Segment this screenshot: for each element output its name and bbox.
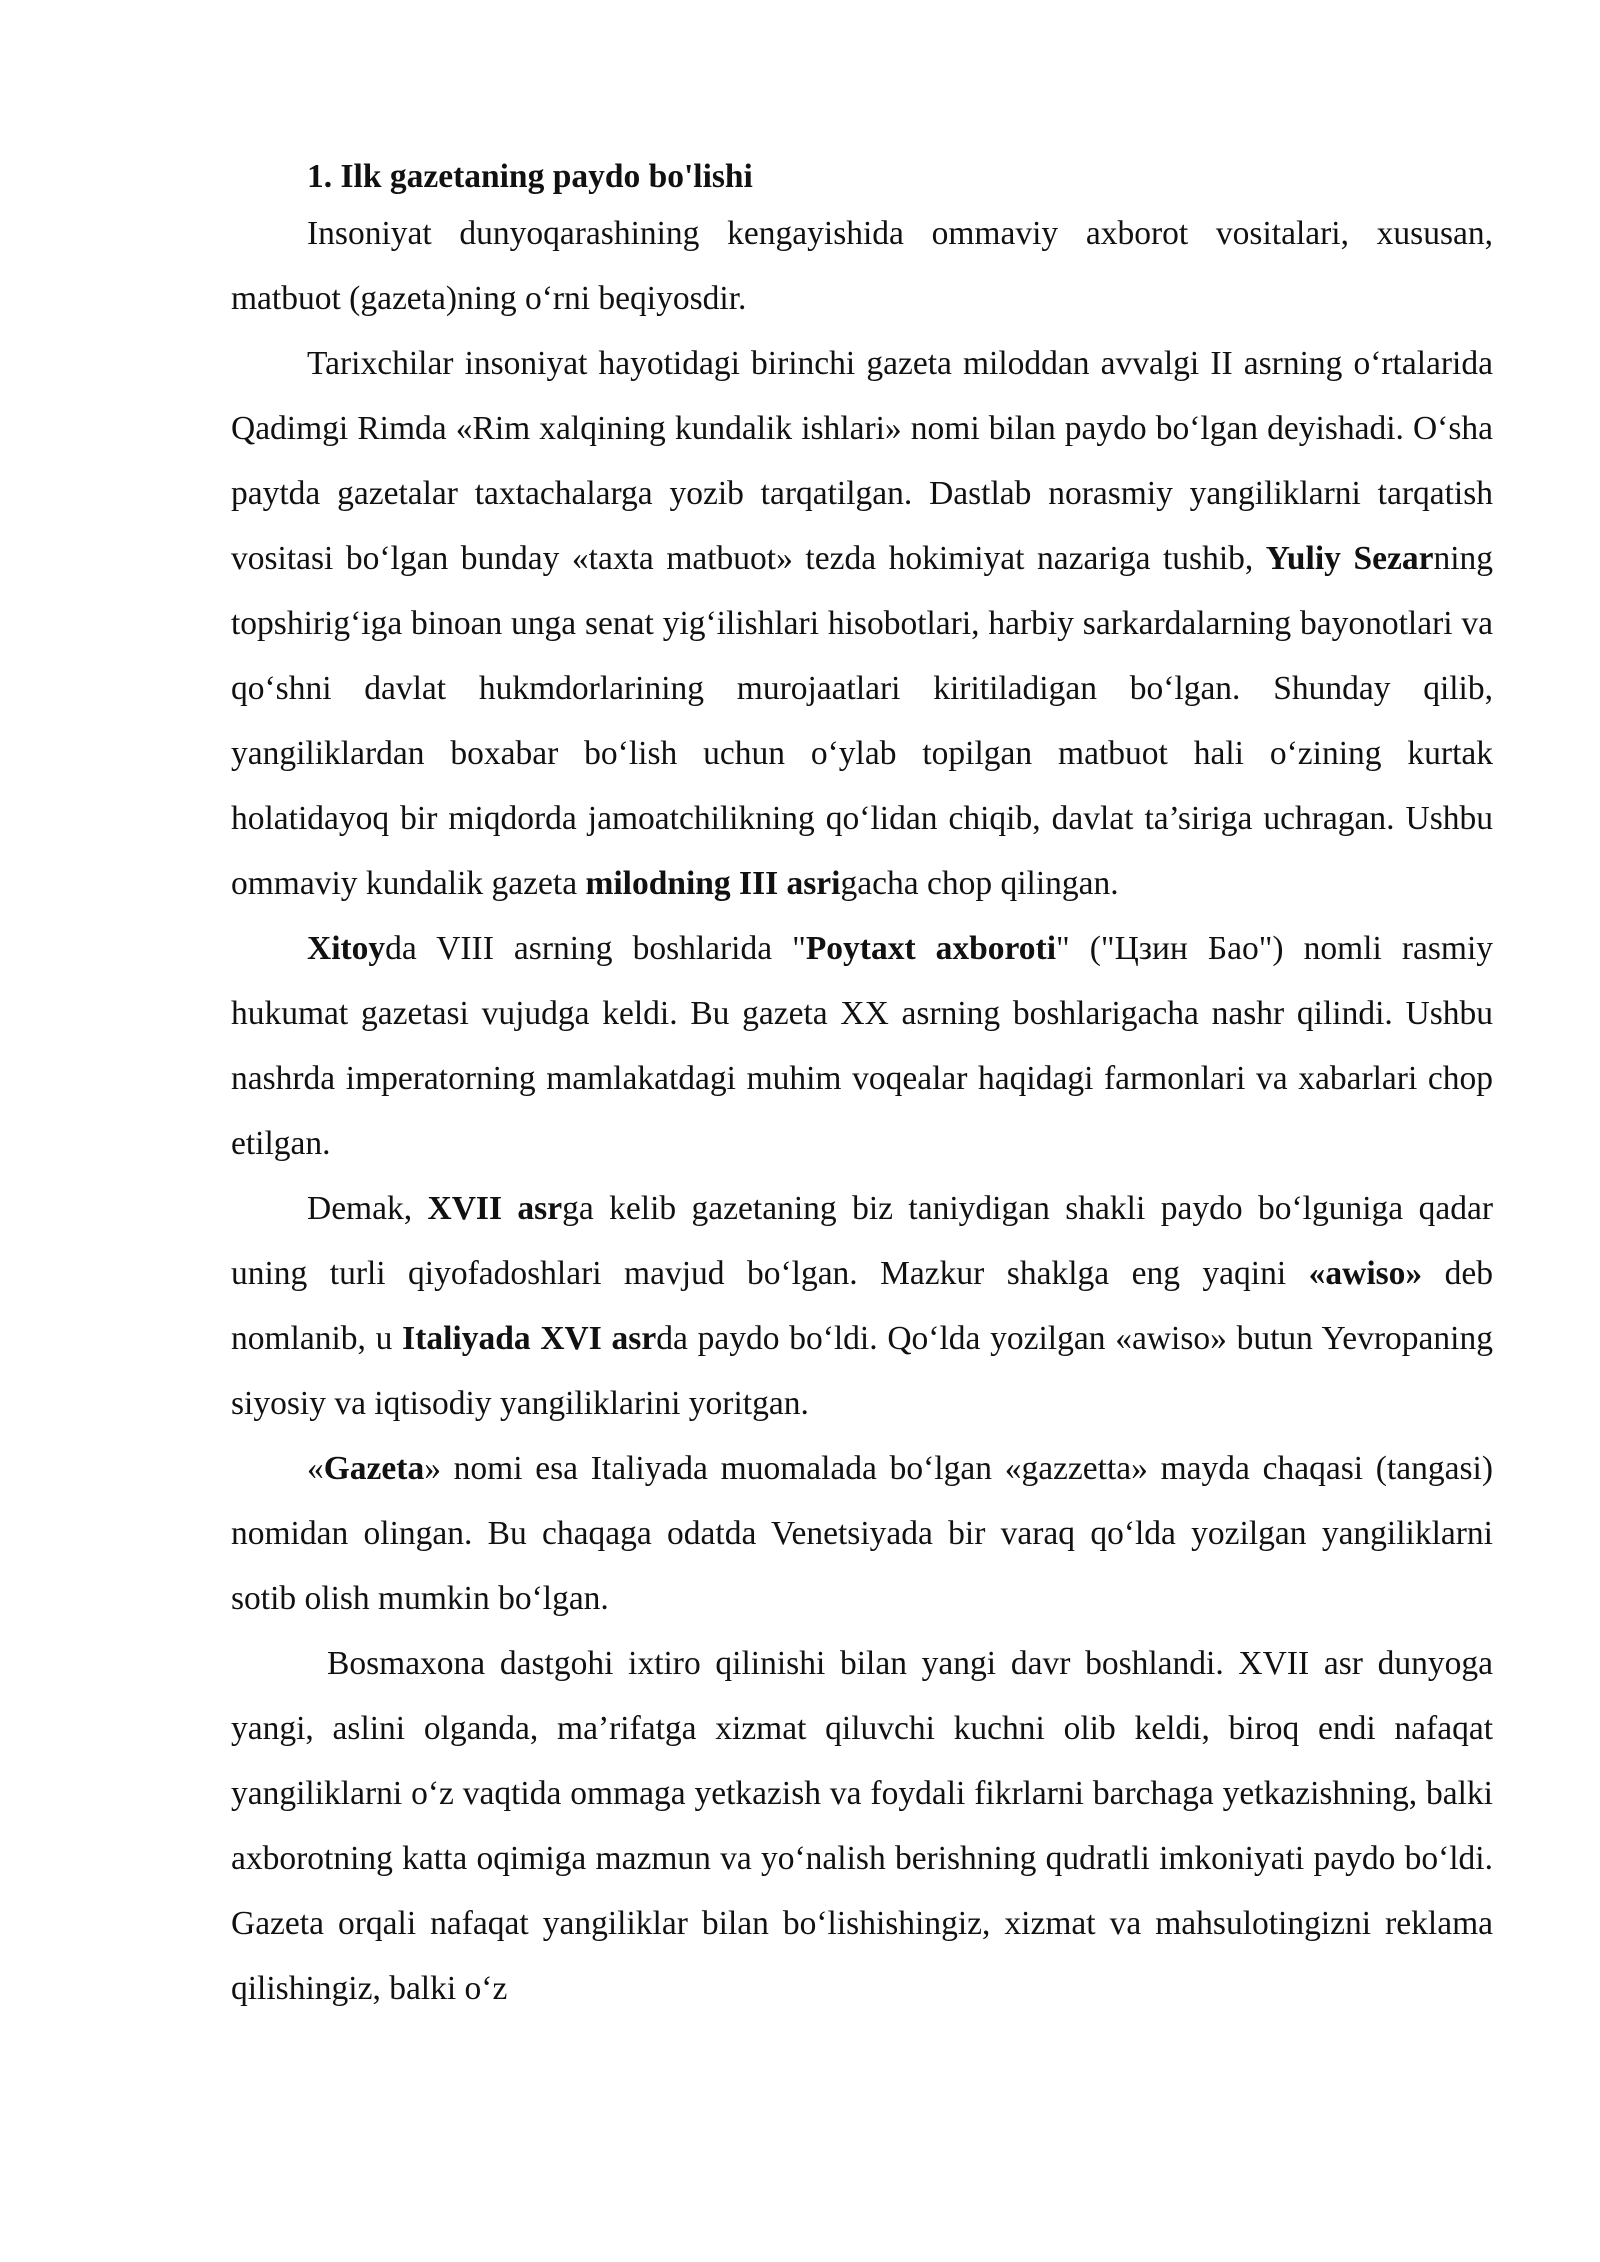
paragraph-5 — [231, 1436, 1493, 1631]
text-run: da VIII asrning boshlarida " — [385, 930, 806, 967]
text-run: Bosmaxona dastgohi ixtiro qilinishi bilan yangi davr boshlandi. XVII asr dunyoga yangi, aslini olganda, ma’rifatga xizmat qiluvchi kuchni olib keldi, biroq endi nafaqat yangiliklarni o‘z vaqtida ommaga yetkazish va foydali fikrlarni barchaga yetkazishning, balki axborotning katta oqimiga mazmun va yo‘nalish berishning qudratli imkoniyati paydo bo‘ldi. Gazeta orqali nafaqat yangiliklar bilan bo‘lishishingiz, xizmat va mahsulotingizni reklama qilishingiz, balki o‘z — [231, 1645, 1493, 2007]
text-run: « — [307, 1450, 324, 1487]
bold-phrase: milodning III asri — [585, 865, 841, 902]
text-run: Insoniyat dunyoqarashining kengayishida ommaviy axborot vositalari, xususan, matbuot (gazeta)ning o‘rni beqiyosdir. — [231, 215, 1493, 317]
body-text — [231, 201, 1493, 2021]
document-page — [231, 150, 1493, 2021]
text-run: Demak, — [307, 1190, 428, 1227]
paragraph-2 — [231, 331, 1493, 916]
text-run: ning topshirig‘iga binoan unga senat yig‘ilishlari hisobotlari, harbiy sarkardalarning bayonotlari va qo‘shni davlat hukmdorlarining murojaatlari kiritiladigan bo‘lgan. Shunday qilib, yangiliklardan boxabar bo‘lish uchun o‘ylab topilgan matbuot hali o‘zining kurtak holatidayoq bir miqdorda jamoatchilikning qo‘lidan chiqib, davlat ta’siriga uchragan. Ushbu ommaviy kundalik gazeta — [231, 540, 1493, 902]
paragraph-3 — [231, 916, 1493, 1176]
bold-phrase: Poytaxt axboroti — [805, 930, 1057, 967]
text-run: » nomi esa Italiyada muomalada bo‘lgan «gazzetta» mayda chaqasi (tangasi) nomidan olingan. Bu chaqaga odatda Venetsiyada bir varaq qo‘lda yozilgan yangiliklarni sotib olish mumkin bo‘lgan. — [231, 1450, 1493, 1617]
text-run: gacha chop qilingan. — [840, 865, 1119, 902]
text-run: " ("Цзин Бао") nomli rasmiy hukumat gazetasi vujudga keldi. Bu gazeta XX asrning boshlarigacha nashr qilindi. Ushbu nashrda imperatorning mamlakatdagi muhim voqealar haqidagi farmonlari va xabarlari chop etilgan. — [231, 930, 1494, 1162]
text-run: da paydo bo‘ldi. Qo‘lda yozilgan «awiso» butun Yevropaning siyosiy va iqtisodiy yangiliklarini yoritgan. — [231, 1320, 1493, 1422]
bold-phrase: Italiyada XVI asr — [402, 1320, 657, 1357]
section-heading: 1. Ilk gazetaning paydo bo'lishi — [307, 158, 753, 195]
paragraph-6 — [231, 1631, 1493, 2021]
text-run: Tarixchilar insoniyat hayotidagi birinchi gazeta miloddan avvalgi II asrning o‘rtalarida Qadimgi Rimda «Rim xalqining kundalik ishlari» nomi bilan paydo bo‘lgan deyishadi. O‘sha paytda gazetalar taxtachalarga yozib tarqatilgan. Dastlab norasmiy yangiliklarni tarqatish vositasi bo‘lgan bunday «taxta matbuot» tezda hokimiyat nazariga tushib, — [231, 345, 1493, 577]
bold-phrase: Xitoy — [307, 930, 386, 967]
text-run: deb nomlanib, u — [231, 1255, 1494, 1357]
bold-phrase: Yuliy Sezar — [1265, 540, 1434, 577]
bold-phrase: XVII asr — [427, 1190, 563, 1227]
paragraph-1 — [231, 201, 1493, 331]
bold-phrase: Gazeta — [323, 1450, 425, 1487]
text-run: ga kelib gazetaning biz taniydigan shakli paydo bo‘lguniga qadar uning turli qiyofadoshlari mavjud bo‘lgan. Mazkur shaklga eng yaqini — [231, 1190, 1493, 1292]
paragraph-4 — [231, 1176, 1493, 1436]
bold-phrase: «awiso» — [1308, 1255, 1423, 1292]
